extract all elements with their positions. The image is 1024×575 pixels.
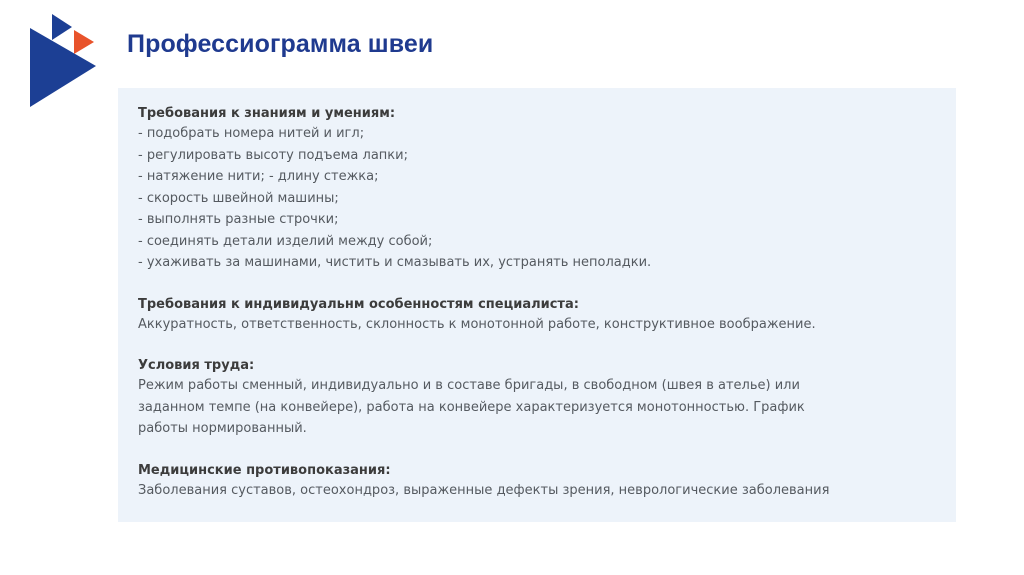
list-item: - ухаживать за машинами, чистить и смазывать их, устранять неполадки.	[138, 255, 652, 270]
section-medical-contraindications	[138, 461, 956, 502]
section-text: работы нормированный.	[138, 421, 307, 436]
section-heading: Условия труда:	[138, 358, 255, 373]
section-personal-traits	[138, 295, 956, 336]
logo-small-blue-triangle-icon	[52, 14, 72, 40]
section-text: Заболевания суставов, остеохондроз, выраженные дефекты зрения, неврологические заболевания	[138, 482, 830, 498]
section-heading: Требования к индивидуальнм особенностям специалиста:	[138, 296, 579, 312]
list-item: - подобрать номера нитей и игл;	[138, 126, 365, 141]
content-panel	[118, 88, 956, 522]
section-heading: Требования к знаниям и умениям:	[138, 106, 396, 121]
list-item: - натяжение нити; - длину стежка;	[138, 169, 379, 184]
section-text: Аккуратность, ответственность, склонность к монотонной работе, конструктивное воображение.	[138, 316, 816, 332]
section-knowledge-skills	[138, 104, 956, 274]
section-heading: Медицинские противопоказания:	[138, 462, 391, 478]
logo-icon	[28, 14, 100, 108]
page-title: Профессиограмма швеи	[127, 30, 434, 58]
list-item: - регулировать высоту подъема лапки;	[138, 147, 408, 163]
list-item: - выполнять разные строчки;	[138, 212, 339, 227]
section-working-conditions	[138, 356, 956, 440]
logo-orange-triangle-icon	[74, 30, 94, 54]
list-item: - соединять детали изделий между собой;	[138, 233, 433, 249]
section-text: Режим работы сменный, индивидуально и в составе бригады, в свободном (швея в ателье) или	[138, 378, 800, 393]
list-item: - скорость швейной машины;	[138, 190, 339, 206]
section-text: заданном темпе (на конвейере), работа на конвейере характеризуется монотонностью. График	[138, 399, 805, 415]
